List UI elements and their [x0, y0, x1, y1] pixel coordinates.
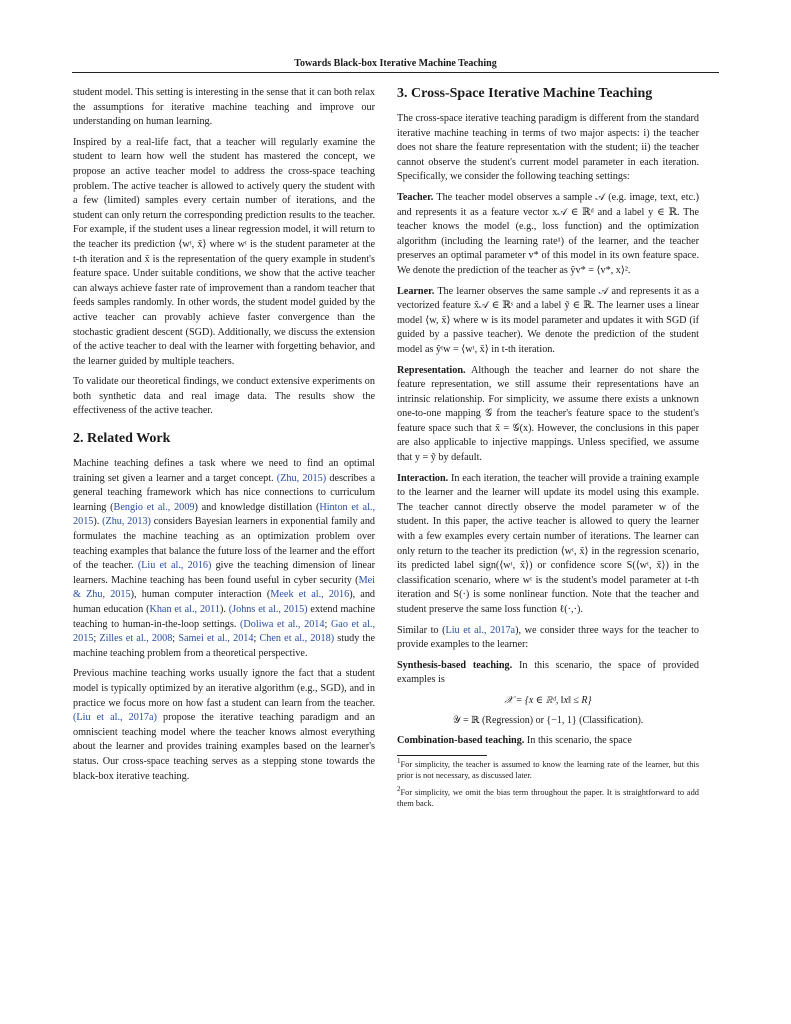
footnote-mark: 1: [397, 756, 401, 765]
text-run: ;: [253, 633, 260, 645]
paragraph-combination: [397, 734, 699, 749]
paragraph-synthesis: [397, 659, 699, 688]
text-run: ).: [219, 604, 229, 615]
citation-link[interactable]: Meek et al., 2016: [270, 589, 350, 601]
text-run: ;: [93, 633, 100, 645]
paragraph-intro-end: student model. This setting is interesting in the sense that it can both relax the assumptions for iterative machine teaching and improve our understanding on human learning.: [73, 87, 375, 128]
paragraph-teacher: [397, 191, 699, 279]
citation-link[interactable]: (Doliwa et al., 2014: [240, 618, 325, 630]
left-column: [73, 86, 375, 790]
text-run: ;: [172, 633, 179, 645]
citation-link[interactable]: Chen et al., 2018): [259, 633, 335, 645]
text-run: ) and knowledge distillation (: [194, 501, 320, 513]
running-head: Towards Black-box Iterative Machine Teaching: [294, 58, 497, 69]
text-run: Machine teaching defines a task where we need to find an optimal training set given a learner and a target concept.: [73, 458, 375, 484]
footnote-rule: [397, 755, 487, 756]
citation-link[interactable]: Gao et al., 2015: [73, 618, 375, 645]
text-run: The learner observes the same sample 𝒜 and represents it as a vectorized feature x̃𝒜 ∈ ℝˢ and a label ỹ ∈ ℝ. The learner uses a linear model ⟨w, x̃⟩ where w is its model parameter and updates it with SGD (if guided by a passive teacher). We denote the prediction of the student model as ŷᵗw = ⟨wᵗ, x̃⟩ in t-th iteration.: [397, 285, 699, 355]
text-run: describes a general teaching framework which has nice connections to curriculum learning (: [73, 472, 375, 513]
text-run: give the teaching dimension of linear learners. Machine teaching has been found useful in cyber security (: [73, 560, 375, 586]
runin-heading: Representation.: [397, 364, 466, 376]
runin-heading: Synthesis-based teaching.: [397, 659, 513, 671]
paragraph-similar: [397, 624, 699, 653]
footnote-2: [397, 784, 699, 809]
text-run: considers Bayesian learners in exponential family and formulates the machine teaching as an optimization problem over teaching examples that balance the future loss of the learner and the effort of the teacher.: [73, 516, 376, 572]
citation-link[interactable]: (Zhu, 2013): [102, 516, 151, 528]
equation-y-space: 𝒴 = ℝ (Regression) or {−1, 1} (Classification).: [452, 714, 644, 726]
citation-link[interactable]: (Liu et al., 2016): [137, 560, 212, 572]
paragraph-learner: [397, 285, 699, 358]
text-run: In each iteration, the teacher will provide a training example to the learner and the learner will update its model using this example. The teacher cannot directly observe the model parameter w of the student. In this paper, the active teacher is allowed to query the learner with a few examples every certain number of iterations. The learner can only return to the teacher its prediction ⟨wᵗ, x̃⟩ in the regression scenario, its predicted label sign(⟨wᵗ, x̃⟩) or confidence score S(⟨wᵗ, x̃⟩) in the classification scenario, where wᵗ is the student's model parameter at t-th iteration and S(·) is some nonlinear function. Note that the teacher and student preserve the same loss function ℓ(·,·).: [397, 472, 700, 615]
text-run: extend machine teaching to human-in-the-loop settings.: [73, 604, 375, 630]
runin-heading: Learner.: [397, 285, 435, 297]
footnote-1: [397, 756, 699, 781]
text-run: Similar to (: [397, 624, 446, 636]
runin-heading: Interaction.: [397, 472, 449, 484]
right-column: [397, 86, 699, 815]
footnote-text: For simplicity, the teacher is assumed to know the learning rate of the learner, but this prior is not necessary, as discussed later.: [397, 759, 699, 780]
citation-link[interactable]: (Liu et al., 2017a): [73, 712, 157, 724]
text-run: ).: [93, 516, 103, 528]
text-run: ), human computer interaction (: [130, 589, 271, 601]
text-run: ), we consider three ways for the teacher to provide examples to the learner:: [397, 624, 700, 651]
citation-link[interactable]: Zilles et al., 2008: [99, 633, 173, 645]
paragraph-cross-space-intro: The cross-space iterative teaching paradigm is different from the standard iterative machine teaching in terms of two major aspects: i) the teacher does not share the feature representation with the student; ii) the teacher cannot observe the student's current model parameter in each iteration. Specifically, we consider the following teaching settings:: [397, 113, 699, 183]
runin-heading: Combination-based teaching.: [397, 734, 525, 746]
text-run: Previous machine teaching works usually ignore the fact that a student model is typically optimized by an iterative algorithm (e.g., SGD), and in practice we focus more on how fast a student can learn from the teacher.: [73, 668, 375, 709]
citation-link[interactable]: Samei et al., 2014: [178, 633, 254, 645]
citation-link[interactable]: Mei & Zhu, 2015: [73, 574, 375, 601]
text-run: propose the iterative teaching paradigm and an omniscient teaching model where the teacher knows almost everything about the learner and provides training examples based on the learner's status. Our cross-space teaching serves as a stepping stone towards the black-box iterative teaching.: [73, 712, 375, 782]
paragraph-interaction: [397, 472, 699, 618]
citation-link[interactable]: Liu et al., 2017a: [445, 624, 516, 636]
text-run: In this scenario, the space of provided examples is: [397, 659, 699, 686]
runin-heading: Teacher.: [397, 191, 434, 203]
citation-link[interactable]: Hinton et al., 2015: [73, 501, 375, 528]
paragraph-representation: [397, 364, 699, 466]
text-run: study the machine teaching problem from a theoretical perspective.: [73, 633, 375, 659]
text-run: ), and human education (: [73, 589, 376, 615]
text-run: The teacher model observes a sample 𝒜 (e.g. image, text, etc.) and represents it as a feature vector x𝒜 ∈ ℝᵈ and a label y ∈ ℝ. The teacher knows the model (e.g., loss function) and the optimization algorithm (including the learning rate¹) of the learner, and the teacher preserves an optimal parameter v* of this model in its own feature space. We denote the prediction of the teacher as ŷv* = ⟨v*, x⟩².: [397, 191, 699, 276]
text-run: ;: [324, 618, 331, 630]
citation-link[interactable]: Khan et al., 2011: [149, 604, 220, 615]
paragraph-related-work-2: [73, 667, 375, 784]
paragraph-related-work-1: [73, 457, 375, 661]
header-rule: [72, 72, 719, 73]
citation-link[interactable]: (Zhu, 2015): [276, 472, 327, 484]
text-run: In this scenario, the space: [526, 734, 632, 746]
equation-x-space: 𝒳 = {x ∈ ℝᵈ, ‖x‖ ≤ R}: [504, 694, 592, 706]
citation-link[interactable]: (Johns et al., 2015): [228, 604, 308, 615]
text-run: Although the teacher and learner do not share the feature representation, we still assume their representations have an intrinsic relationship. For simplicity, we assume there exists a unknown one-to-one mapping 𝒢 from the teacher's feature space to the student's feature space such that x̃ = 𝒢(x). However, the conclusions in this paper are also applicable to injective mappings. Unless specified, we assume that y = ỹ by default.: [397, 364, 700, 464]
footnote-mark: 2: [397, 784, 401, 793]
footnote-text: For simplicity, we omit the bias term throughout the paper. It is straightforward to add them back.: [397, 787, 699, 808]
citation-link[interactable]: Bengio et al., 2009: [113, 501, 195, 513]
paragraph-active-teacher: Inspired by a real-life fact, that a teacher will regularly examine the student to learn how well the student has mastered the concept, we propose an active teacher model to address the cross-space teaching problem. The active teacher is allowed to actively query the student with a few (limited) samples every certain number of iterations, and the student can only return the corresponding prediction results to the teacher. For example, if the student uses a linear regression model, it will return to the teacher its prediction ⟨wᵗ, x̃⟩ where wᵗ is the student parameter at the t-th iteration and x̃ is the representation of the query example in student's feature space. Under suitable conditions, we show that the active teacher can always achieve faster rate of improvement than a random teacher that feeds samples randomly. In other words, the student model guided by the active teacher can provably achieve faster convergence than the stochastic gradient descent (SGD). Additionally, we discuss the extension of the active teacher to deal with the learner with forgetting behavior, and the learner guided by multiple teachers.: [73, 136, 375, 367]
section-title-related-work: 2. Related Work: [73, 431, 171, 447]
paragraph-validation: To validate our theoretical findings, we conduct extensive experiments on both synthetic data and real image data. The results show the effectiveness of the active teacher.: [73, 376, 375, 417]
section-title-cross-space: 3. Cross-Space Iterative Machine Teaching: [397, 86, 653, 101]
